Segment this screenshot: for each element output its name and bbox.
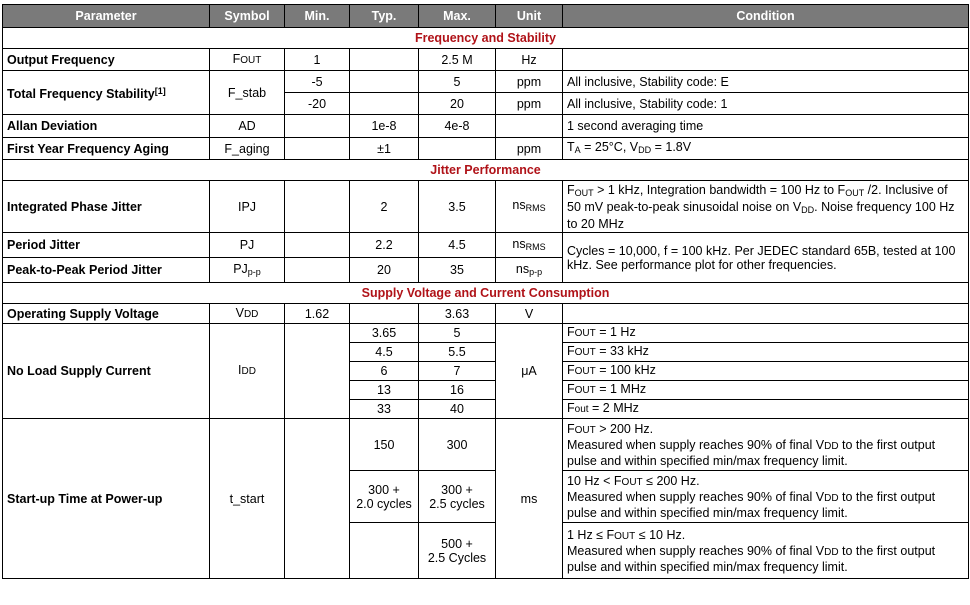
section-row [3,160,969,181]
typ-cell: 6 [350,362,419,381]
max-cell [419,419,496,471]
typ-cell: 2.2 [350,233,419,258]
typ-cell: 4.5 [350,343,419,362]
header-symbol: Symbol [210,5,285,28]
typ-cell: 3.65 [350,324,419,343]
header-typ: Typ. [350,5,419,28]
cond-text: F [567,382,575,396]
unit-cell: Hz [496,49,563,71]
cond-text: F [567,325,575,339]
max-line: 500 + [441,536,473,551]
cond-smallcaps: OUT [574,424,596,436]
cond-text: = 1.8V [651,140,692,154]
condition-cell [563,523,969,579]
typ-cell [350,93,419,115]
cond-text: /2. Inclusive of 50 mV peak-to-peak sinusoidal noise on V [567,182,948,214]
typ-cell: 2 [350,181,419,233]
max-line: 300 + [441,482,473,497]
unit-cell [496,258,563,283]
max-cell: 4.5 [419,233,496,258]
max-cell: 5 [419,324,496,343]
cond-smallcaps: OUT [574,366,596,377]
param-output-frequency: Output Frequency [3,49,210,71]
cond-line [567,422,964,438]
unit-cell: μA [496,324,563,419]
cond-subscript: DD [638,145,652,155]
min-cell: -5 [285,71,350,93]
cond-smallcaps: DD [824,440,839,452]
section-title-frequency: Frequency and Stability [3,28,969,49]
max-cell: 2.5 M [419,49,496,71]
param-startup-time: Start-up Time at Power-up [3,419,210,579]
condition-cell [563,304,969,324]
cond-text: Measured when supply reaches 90% of final V [567,489,825,504]
condition-cell [563,362,969,381]
cond-smallcaps: out [574,404,589,415]
cond-text: = 25°C, V [580,140,639,154]
condition-cell [563,471,969,523]
cond-smallcaps: DD [824,492,839,504]
param-peak-to-peak-period-jitter: Peak-to-Peak Period Jitter [3,258,210,283]
typ-cell [350,49,419,71]
cond-line [567,544,964,574]
min-cell [285,233,350,258]
max-cell: 3.63 [419,304,496,324]
cond-text: = 2 MHz [588,401,639,415]
symbol-cell [210,258,285,283]
cond-text: = 33 kHz [595,344,649,358]
condition-cell: All inclusive, Stability code: 1 [563,93,969,115]
cond-text: to the first output pulse and within specified min/max frequency limit. [567,489,936,520]
header-row [3,5,969,28]
unit-cell [496,115,563,138]
unit-text: ns [512,236,526,251]
unit-subscript: RMS [525,203,546,213]
max-cell: 20 [419,93,496,115]
typ-cell [350,71,419,93]
cond-text: ≤ 10 Hz. [635,527,686,542]
typ-cell: 1e-8 [350,115,419,138]
max-cell: 5.5 [419,343,496,362]
symbol-cell [210,304,285,324]
max-line: 2.5 cycles [429,496,485,511]
cond-line [567,528,964,544]
max-cell: 35 [419,258,496,283]
symbol-cell: t_start [210,419,285,579]
table-row [3,233,969,258]
symbol-subscript: p-p [247,266,261,277]
table-row [3,324,969,343]
table-row [3,181,969,233]
max-cell: 16 [419,381,496,400]
typ-line: 150 [373,437,395,452]
unit-cell: ppm [496,71,563,93]
condition-cell [563,381,969,400]
cond-text: = 1 MHz [595,382,647,396]
max-cell: 7 [419,362,496,381]
param-period-jitter: Period Jitter [3,233,210,258]
section-title-jitter: Jitter Performance [3,160,969,181]
unit-cell: V [496,304,563,324]
cond-smallcaps: OUT [614,530,636,542]
param-integrated-phase-jitter: Integrated Phase Jitter [3,181,210,233]
footnote-ref: [1] [154,86,166,96]
symbol-cell: F_aging [210,138,285,160]
condition-cell: 1 second averaging time [563,115,969,138]
typ-cell [350,304,419,324]
condition-cell: All inclusive, Stability code: E [563,71,969,93]
min-cell: -20 [285,93,350,115]
table-row [3,138,969,160]
min-cell [285,115,350,138]
cond-text: . Noise frequency 100 Hz to 20 MHz [567,199,955,231]
cond-smallcaps: OUT [574,385,596,396]
unit-cell [496,181,563,233]
max-cell: 4e-8 [419,115,496,138]
min-cell: 1.62 [285,304,350,324]
max-cell [419,471,496,523]
table-row [3,71,969,93]
cond-text: F [567,182,575,197]
header-condition: Condition [563,5,969,28]
condition-cell [563,343,969,362]
max-cell [419,138,496,160]
condition-cell [563,49,969,71]
header-parameter: Parameter [3,5,210,28]
cond-text: F [567,363,575,377]
symbol-text: I [238,363,242,377]
min-cell [285,324,350,419]
cond-text: 10 Hz < F [567,473,622,488]
header-max: Max. [419,5,496,28]
max-cell: 5 [419,71,496,93]
symbol-text: PJ [233,261,248,276]
param-first-year-aging: First Year Frequency Aging [3,138,210,160]
unit-cell [496,233,563,258]
cond-subscript: A [574,145,581,155]
cond-line [567,438,964,468]
table-row [3,115,969,138]
cond-smallcaps: OUT [621,476,643,488]
cond-text: F [567,344,575,358]
param-operating-supply-voltage: Operating Supply Voltage [3,304,210,324]
condition-cell [563,324,969,343]
cond-text: = 100 kHz [595,363,656,377]
cond-subscript: OUT [574,187,594,198]
condition-cell [563,181,969,233]
unit-cell: ms [496,419,563,579]
min-cell [285,419,350,579]
cond-text: > 200 Hz. [595,421,654,436]
cond-text: Measured when supply reaches 90% of final V [567,437,825,452]
cond-text: F [567,421,575,436]
section-title-supply: Supply Voltage and Current Consumption [3,283,969,304]
max-cell: 3.5 [419,181,496,233]
typ-cell [350,419,419,471]
symbol-text: F [232,51,241,66]
cond-subscript: OUT [845,187,865,198]
cond-subscript: DD [801,204,815,215]
header-min: Min. [285,5,350,28]
symbol-smallcaps: DD [241,366,256,377]
param-allan-deviation: Allan Deviation [3,115,210,138]
unit-cell: ppm [496,138,563,160]
condition-cell [563,400,969,419]
typ-cell [350,471,419,523]
header-unit: Unit [496,5,563,28]
min-cell [285,258,350,283]
max-line: 2.5 Cycles [427,550,487,565]
condition-cell [563,419,969,471]
symbol-cell: PJ [210,233,285,258]
cond-text: = 1 Hz [595,325,636,339]
cond-smallcaps: DD [824,546,839,558]
symbol-cell [210,324,285,419]
unit-text: ns [515,261,530,276]
cond-text: > 1 kHz, Integration bandwidth = 100 Hz to F [593,182,846,197]
cond-text: Measured when supply reaches 90% of final V [567,543,825,558]
unit-text: ns [512,198,526,212]
section-row [3,28,969,49]
cond-line [567,474,964,490]
symbol-cell: F_stab [210,71,285,115]
max-line: 300 [446,437,468,452]
typ-cell [350,523,419,579]
param-total-frequency-stability [3,71,210,115]
cond-text: to the first output pulse and within specified min/max frequency limit. [567,543,936,574]
cond-text: T [567,140,575,154]
cond-smallcaps: OUT [574,328,596,339]
condition-cell: Cycles = 10,000, f = 100 kHz. Per JEDEC standard 65B, tested at 100 kHz. See performance plot for other frequencies. [563,233,969,283]
max-cell: 40 [419,400,496,419]
cond-text: 1 Hz ≤ F [567,527,615,542]
cond-text: to the first output pulse and within specified min/max frequency limit. [567,437,936,468]
unit-subscript: RMS [525,241,546,252]
symbol-cell: IPJ [210,181,285,233]
condition-cell [563,138,969,160]
cond-smallcaps: OUT [574,347,596,358]
cond-line [567,490,964,520]
section-row [3,283,969,304]
param-no-load-supply-current: No Load Supply Current [3,324,210,419]
symbol-cell [210,49,285,71]
symbol-smallcaps: OUT [240,54,262,66]
table-row [3,304,969,324]
unit-cell: ppm [496,93,563,115]
typ-cell: 20 [350,258,419,283]
typ-cell: ±1 [350,138,419,160]
symbol-cell: AD [210,115,285,138]
min-cell: 1 [285,49,350,71]
typ-line: 300 + [368,482,400,497]
min-cell [285,138,350,160]
param-text: Total Frequency Stability [7,87,155,101]
min-cell [285,181,350,233]
typ-cell: 13 [350,381,419,400]
table-row [3,419,969,471]
cond-text: ≤ 200 Hz. [642,473,700,488]
symbol-smallcaps: DD [243,308,259,320]
max-cell [419,523,496,579]
unit-subscript: p-p [529,266,543,277]
typ-cell: 33 [350,400,419,419]
symbol-text: V [235,305,244,320]
cond-text: F [567,401,575,415]
table-row [3,49,969,71]
electrical-spec-table [2,4,969,579]
typ-line: 2.0 cycles [356,496,412,511]
